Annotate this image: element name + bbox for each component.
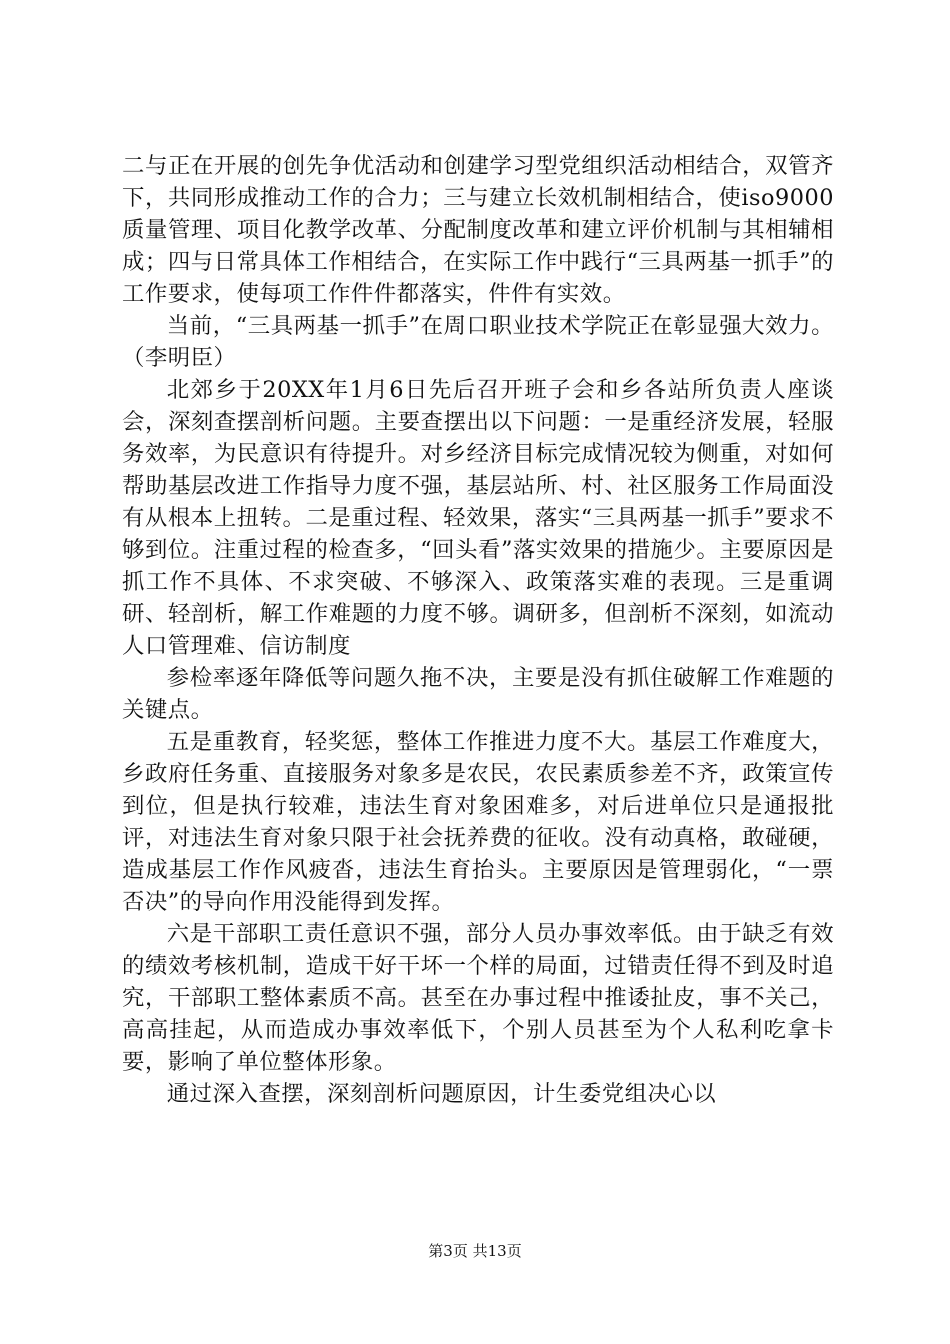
paragraph-4: 参检率逐年降低等问题久拖不决，主要是没有抓住破解工作难题的关键点。 [122, 665, 834, 723]
paragraph-6: 六是干部职工责任意识不强，部分人员办事效率低。由于缺乏有效的绩效考核机制，造成干好干坏一个样的局面，过错责任得不到及时追究，干部职工整体素质不高。甚至在办事过程中推诿扯皮，事不关己，高高挂起，从而造成办事效率低下，个别人员甚至为个人私利吃拿卡要，影响了单位整体形象。 [122, 921, 834, 1075]
document-body [122, 150, 834, 1110]
paragraph-7: 通过深入查摆，深刻剖析问题原因，计生委党组决心以 [166, 1081, 717, 1107]
paragraph-2: 当前，“三具两基一抓手”在周口职业技术学院正在彰显强大效力。（李明臣） [122, 313, 834, 371]
paragraph-3: 北郊乡于20XX年1月6日先后召开班子会和乡各站所负责人座谈会，深刻查摆剖析问题。主要查摆出以下问题：一是重经济发展，轻服务效率，为民意识有待提升。对乡经济目标完成情况较为侧重，对如何帮助基层改进工作指导力度不强，基层站所、村、社区服务工作局面没有从根本上扭转。二是重过程、轻效果，落实“三具两基一抓手”要求不够到位。注重过程的检查多，“回头看”落实效果的措施少。主要原因是抓工作不具体、不求突破、不够深入、政策落实难的表现。三是重调研、轻剖析，解工作难题的力度不够。调研多，但剖析不深刻，如流动人口管理难、信访制度 [122, 377, 834, 659]
paragraph-5: 五是重教育，轻奖惩，整体工作推进力度不大。基层工作难度大，乡政府任务重、直接服务对象多是农民，农民素质参差不齐，政策宣传到位，但是执行较难，违法生育对象困难多，对后进单位只是通报批评，对违法生育对象只限于社会抚养费的征收。没有动真格，敢碰硬，造成基层工作作风疲沓，违法生育抬头。主要原因是管理弱化，“一票否决”的导向作用没能得到发挥。 [122, 729, 834, 915]
page-number-footer: 第3页 共13页 [428, 1242, 522, 1260]
paragraph-1: 二与正在开展的创先争优活动和创建学习型党组织活动相结合，双管齐下，共同形成推动工作的合力；三与建立长效机制相结合，使iso9000质量管理、项目化教学改革、分配制度改革和建立评价机制与其相辅相成；四与日常具体工作相结合，在实际工作中践行“三具两基一抓手”的工作要求，使每项工作件件都落实，件件有实效。 [122, 153, 834, 307]
